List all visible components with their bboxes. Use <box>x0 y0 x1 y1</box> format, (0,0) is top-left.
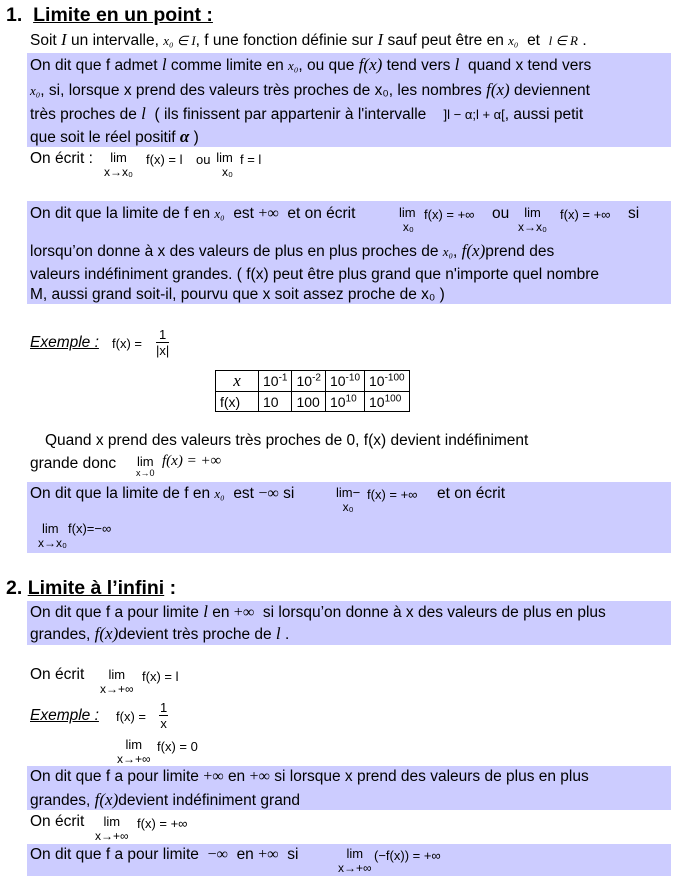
function-label: f(x) = <box>116 709 146 724</box>
def5-line1: On dit que f a pour limite +∞ en +∞ si lorsque x prend des valeurs de plus en plus <box>30 768 589 785</box>
limit-value: f(x) = +∞ <box>137 816 188 831</box>
fraction: $\frac{1}{x}$ <box>160 700 168 731</box>
section-title: Limite à l’infini <box>27 577 165 599</box>
limit-expression: lim x₀ <box>216 150 233 179</box>
def1-line2: x₀, si, lorsque x prend des valeurs très proches de x₀, les nombres f(x) deviennent <box>30 80 590 99</box>
limit-value: f(x) = +∞ <box>560 207 611 222</box>
def2-line1: On dit que la limite de f en x₀ est +∞ et on écrit <box>30 205 356 222</box>
table-row <box>216 371 410 392</box>
limit-value: f(x) = l <box>146 152 183 167</box>
table-cell: $10^{10}$ <box>325 392 364 412</box>
table-cell: 100 <box>292 392 325 412</box>
section1-heading <box>6 4 213 27</box>
limit-expression: lim x→0 <box>136 454 155 478</box>
limit-value: f = l <box>240 152 262 167</box>
limit-expression: lim x→x₀ <box>104 150 133 179</box>
paragraph-line: et on écrit <box>437 485 506 502</box>
ecrit-label: On écrit <box>30 813 85 830</box>
limit-value: f(x) = +∞ <box>424 207 475 222</box>
limit-expression: lim x→+∞ <box>100 667 134 696</box>
section2-heading: 2. Limite à l’infini : <box>6 577 177 599</box>
table-cell: f(x) <box>216 392 259 412</box>
limit-value: (−f(x)) = +∞ <box>374 848 441 863</box>
def1-line1: On dit que f admet l comme limite en x₀, ou que f(x) tend vers l quand x tend vers <box>30 55 592 74</box>
limit-expression: lim x₀ <box>399 205 416 234</box>
table-cell: $10^{-2}$ <box>292 371 325 392</box>
section-title: Limite en un point : <box>33 4 213 26</box>
def6-line1: On dit que f a pour limite −∞ en +∞ si <box>30 846 299 863</box>
limit-expression: lim <box>42 521 59 536</box>
table-cell: $10^{100}$ <box>365 392 410 412</box>
or-word: ou <box>196 152 211 167</box>
example-label: Exemple : <box>30 334 99 351</box>
or-word: ou <box>492 205 510 222</box>
limit-expression: lim− x₀ <box>336 485 361 514</box>
limit-expression: lim x→+∞ <box>95 814 129 843</box>
def2-line4: M, aussi grand soit-il, pourvu que x soit assez proche de x₀ ) <box>30 286 445 303</box>
limit-expression: lim x→+∞ <box>117 737 151 766</box>
limit-expression: lim x→x₀ <box>518 205 547 234</box>
limit-value: f(x) = +∞ <box>162 453 222 469</box>
def5-line2: grandes, f(x)devient indéfiniment grand <box>30 790 301 809</box>
paragraph-line: Quand x prend des valeurs très proches de 0, f(x) devient indéfiniment <box>45 432 529 449</box>
table-cell: x <box>216 371 259 392</box>
table-cell: $10^{-1}$ <box>259 371 292 392</box>
limit-value: f(x) = l <box>142 669 179 684</box>
table-cell: $10^{-10}$ <box>325 371 364 392</box>
section-number: 1. <box>6 4 23 26</box>
fraction: $\frac{1}{|x|}$ <box>156 327 170 358</box>
limit-subscript: x→x₀ <box>38 536 67 550</box>
def3-line1: On dit que la limite de f en x₀ est −∞ si <box>30 485 295 502</box>
limit-value: f(x) = 0 <box>157 739 198 754</box>
values-table <box>215 370 410 412</box>
def4-line2: grandes, f(x)devient très proche de l . <box>30 624 290 643</box>
intro-line: Soit I un intervalle, x₀ ∈ I, f une fonction définie sur I sauf peut être en x₀ et l ∈ R . <box>30 30 587 49</box>
function-label: f(x) = <box>112 336 142 351</box>
table-cell: $10^{-100}$ <box>365 371 410 392</box>
limit-expression: lim x→+∞ <box>338 846 372 875</box>
def1-line3: très proches de l ( ils finissent par appartenir à l'intervalle ]l − α;l + α[, aussi petit <box>30 104 584 123</box>
ecrit-label: On écrit <box>30 666 85 683</box>
def4-line1: On dit que f a pour limite l en +∞ si lorsqu’on donne à x des valeurs de plus en plus <box>30 602 606 621</box>
section-number: 2. <box>6 577 23 599</box>
example-label: Exemple : <box>30 707 99 724</box>
ecrit1-label: On écrit : <box>30 150 93 167</box>
def1-line4: que soit le réel positif α ) <box>30 127 199 146</box>
paragraph-line: grande donc <box>30 455 117 472</box>
def2-line3: valeurs indéfiniment grandes. ( f(x) peut être plus grand que n'importe quel nombre <box>30 266 600 283</box>
limit-value: f(x)=−∞ <box>68 521 112 536</box>
table-cell: 10 <box>259 392 292 412</box>
if-word: si <box>628 205 640 222</box>
table-row <box>216 392 410 412</box>
limit-value: f(x) = +∞ <box>367 487 418 502</box>
def2-line2: lorsqu’on donne à x des valeurs de plus en plus proches de x₀, f(x)prend des <box>30 241 555 260</box>
